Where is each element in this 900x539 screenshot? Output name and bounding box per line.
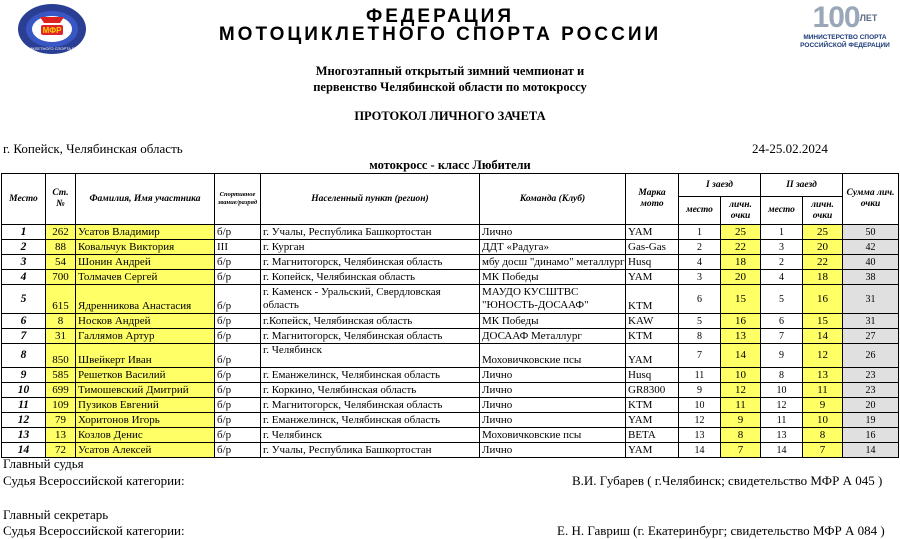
total-points-cell: 19 bbox=[843, 413, 899, 428]
heat1-points-cell: 16 bbox=[721, 314, 761, 329]
team-cell: Лично bbox=[480, 398, 626, 413]
header-rank: Спортивное звание/разряд bbox=[215, 174, 261, 225]
total-points-cell: 23 bbox=[843, 368, 899, 383]
participant-name-cell: Галлямов Артур bbox=[76, 329, 215, 344]
total-points-cell: 23 bbox=[843, 383, 899, 398]
heat1-points-cell: 15 bbox=[721, 285, 761, 314]
rank-cell: б/р bbox=[215, 225, 261, 240]
table-row bbox=[2, 270, 899, 285]
city-cell: г. Курган bbox=[261, 240, 480, 255]
header-heat1-points: личн. очки bbox=[721, 197, 761, 225]
protocol-title: ПРОТОКОЛ ЛИЧНОГО ЗАЧЕТА bbox=[354, 109, 546, 123]
brand-cell: BETA bbox=[626, 428, 679, 443]
header-name: Фамилия, Имя участника bbox=[76, 174, 215, 225]
city-cell: г. Коркино, Челябинская область bbox=[261, 383, 480, 398]
participant-name-cell: Тимошевский Дмитрий bbox=[76, 383, 215, 398]
participant-name-cell: Усатов Владимир bbox=[76, 225, 215, 240]
place-cell: 2 bbox=[2, 240, 46, 255]
heat1-place-cell: 12 bbox=[679, 413, 721, 428]
team-cell: Лично bbox=[480, 225, 626, 240]
header-brand: Марка мото bbox=[626, 174, 679, 225]
team-cell: мбу досш "динамо" металлург bbox=[480, 255, 626, 270]
city-cell: г. Магнитогорск, Челябинская область bbox=[261, 398, 480, 413]
place-cell: 9 bbox=[2, 368, 46, 383]
heat2-points-cell: 13 bbox=[803, 368, 843, 383]
results-table bbox=[1, 173, 899, 458]
event-dates: 24-25.02.2024 bbox=[752, 141, 828, 156]
participant-name-cell: Носков Андрей bbox=[76, 314, 215, 329]
header-heat2-points: личн. очки bbox=[803, 197, 843, 225]
heat2-place-cell: 11 bbox=[761, 413, 803, 428]
brand-cell: KTM bbox=[626, 398, 679, 413]
heat2-place-cell: 2 bbox=[761, 255, 803, 270]
heat1-points-cell: 8 bbox=[721, 428, 761, 443]
heat1-points-cell: 10 bbox=[721, 368, 761, 383]
heat2-place-cell: 9 bbox=[761, 344, 803, 368]
brand-cell: KAW bbox=[626, 314, 679, 329]
participant-name-cell: Швейкерт Иван bbox=[76, 344, 215, 368]
heat2-points-cell: 25 bbox=[803, 225, 843, 240]
heat1-points-cell: 22 bbox=[721, 240, 761, 255]
heat1-place-cell: 7 bbox=[679, 344, 721, 368]
total-points-cell: 42 bbox=[843, 240, 899, 255]
heat1-points-cell: 12 bbox=[721, 383, 761, 398]
header-team: Команда (Клуб) bbox=[480, 174, 626, 225]
start-number-cell: 88 bbox=[46, 240, 76, 255]
brand-cell: KTM bbox=[626, 329, 679, 344]
brand-cell: Husq bbox=[626, 368, 679, 383]
chief-secretary-title: Главный секретарь bbox=[3, 507, 109, 522]
rank-cell: б/р bbox=[215, 314, 261, 329]
team-cell: ДДТ «Радуга» bbox=[480, 240, 626, 255]
start-number-cell: 615 bbox=[46, 285, 76, 314]
header-city: Населенный пункт (регион) bbox=[261, 174, 480, 225]
total-points-cell: 26 bbox=[843, 344, 899, 368]
participant-name-cell: Толмачев Сергей bbox=[76, 270, 215, 285]
heat2-points-cell: 10 bbox=[803, 413, 843, 428]
chief-judge-category: Судья Всероссийской категории: bbox=[3, 473, 185, 488]
city-line2: область bbox=[263, 299, 299, 311]
place-cell: 11 bbox=[2, 398, 46, 413]
city-cell: г. Челябинск bbox=[261, 428, 480, 443]
table-row bbox=[2, 344, 899, 368]
city-line1: г. Каменск - Уральский, Свердловская bbox=[263, 286, 441, 298]
start-number-cell: 585 bbox=[46, 368, 76, 383]
place-cell: 1 bbox=[2, 225, 46, 240]
heat2-points-cell: 9 bbox=[803, 398, 843, 413]
brand-cell: YAM bbox=[626, 443, 679, 458]
start-number-cell: 31 bbox=[46, 329, 76, 344]
rank-cell: б/р bbox=[215, 368, 261, 383]
place-cell: 14 bbox=[2, 443, 46, 458]
header-heat1-place: место bbox=[679, 197, 721, 225]
start-number-cell: 850 bbox=[46, 344, 76, 368]
heat2-points-cell: 20 bbox=[803, 240, 843, 255]
table-row bbox=[2, 383, 899, 398]
team-cell bbox=[480, 285, 626, 314]
brand-cell: Gas-Gas bbox=[626, 240, 679, 255]
brand-cell: GR8300 bbox=[626, 383, 679, 398]
federation-title-line1: ФЕДЕРАЦИЯ bbox=[365, 6, 514, 27]
ministry-caption-line1: МИНИСТЕРСТВО СПОРТА bbox=[803, 34, 887, 41]
team-cell: Моховичковские псы bbox=[480, 344, 626, 368]
heat1-place-cell: 8 bbox=[679, 329, 721, 344]
table-row bbox=[2, 428, 899, 443]
heat1-place-cell: 13 bbox=[679, 428, 721, 443]
heat2-points-cell: 8 bbox=[803, 428, 843, 443]
table-row bbox=[2, 443, 899, 458]
heat2-points-cell: 18 bbox=[803, 270, 843, 285]
participant-name-cell: Усатов Алексей bbox=[76, 443, 215, 458]
place-cell: 4 bbox=[2, 270, 46, 285]
table-row bbox=[2, 285, 899, 314]
city-cell: г. Магнитогорск, Челябинская область bbox=[261, 255, 480, 270]
heat2-place-cell: 8 bbox=[761, 368, 803, 383]
participant-name-cell: Ковальчук Виктория bbox=[76, 240, 215, 255]
city-cell: г. Еманжелинск, Челябинская область bbox=[261, 368, 480, 383]
place-cell: 3 bbox=[2, 255, 46, 270]
city-cell: г. Челябинск bbox=[261, 344, 480, 368]
rank-cell: б/р bbox=[215, 255, 261, 270]
heat2-points-cell: 14 bbox=[803, 329, 843, 344]
city-cell: г.Копейск, Челябинская область bbox=[261, 314, 480, 329]
participant-name-cell: Козлов Денис bbox=[76, 428, 215, 443]
heat1-points-cell: 13 bbox=[721, 329, 761, 344]
heat1-place-cell: 11 bbox=[679, 368, 721, 383]
header-place: Место bbox=[2, 174, 46, 225]
place-cell: 10 bbox=[2, 383, 46, 398]
heat1-place-cell: 4 bbox=[679, 255, 721, 270]
brand-cell: Husq bbox=[626, 255, 679, 270]
table-row bbox=[2, 398, 899, 413]
heat1-points-cell: 11 bbox=[721, 398, 761, 413]
table-row bbox=[2, 240, 899, 255]
rank-cell: б/р bbox=[215, 443, 261, 458]
heat2-place-cell: 1 bbox=[761, 225, 803, 240]
header-start-number: Ст. № bbox=[46, 174, 76, 225]
heat2-place-cell: 13 bbox=[761, 428, 803, 443]
rank-cell: III bbox=[215, 240, 261, 255]
city-cell: г. Магнитогорск, Челябинская область bbox=[261, 329, 480, 344]
rank-cell: б/р bbox=[215, 383, 261, 398]
federation-title-line2: МОТОЦИКЛЕТНОГО СПОРТА РОССИИ bbox=[218, 24, 662, 45]
team-cell: Лично bbox=[480, 368, 626, 383]
start-number-cell: 699 bbox=[46, 383, 76, 398]
table-row bbox=[2, 413, 899, 428]
heat2-points-cell: 12 bbox=[803, 344, 843, 368]
team-cell: Лично bbox=[480, 443, 626, 458]
rank-cell: б/р bbox=[215, 428, 261, 443]
team-line1: МАУДО КУСШТВС bbox=[482, 286, 579, 298]
heat2-points-cell: 15 bbox=[803, 314, 843, 329]
heat2-place-cell: 5 bbox=[761, 285, 803, 314]
heat1-place-cell: 5 bbox=[679, 314, 721, 329]
centenary-number: 100 bbox=[812, 1, 860, 34]
heat2-place-cell: 12 bbox=[761, 398, 803, 413]
place-cell: 13 bbox=[2, 428, 46, 443]
team-cell: Лично bbox=[480, 413, 626, 428]
chief-secretary-name: Е. Н. Гавриш (г. Екатеринбург; свидетельство МФР А 084 ) bbox=[557, 523, 885, 538]
rank-cell: б/р bbox=[215, 344, 261, 368]
total-points-cell: 31 bbox=[843, 314, 899, 329]
start-number-cell: 262 bbox=[46, 225, 76, 240]
start-number-cell: 700 bbox=[46, 270, 76, 285]
brand-cell: YAM bbox=[626, 225, 679, 240]
city-cell: г. Еманжелинск, Челябинская область bbox=[261, 413, 480, 428]
place-cell: 6 bbox=[2, 314, 46, 329]
heat1-points-cell: 7 bbox=[721, 443, 761, 458]
heat2-place-cell: 10 bbox=[761, 383, 803, 398]
heat2-points-cell: 7 bbox=[803, 443, 843, 458]
heat1-points-cell: 18 bbox=[721, 255, 761, 270]
place-cell: 5 bbox=[2, 285, 46, 314]
total-points-cell: 16 bbox=[843, 428, 899, 443]
total-points-cell: 50 bbox=[843, 225, 899, 240]
heat1-points-cell: 20 bbox=[721, 270, 761, 285]
team-cell: МК Победы bbox=[480, 270, 626, 285]
header-heat2-place: место bbox=[761, 197, 803, 225]
city-cell: г. Учалы, Республика Башкортостан bbox=[261, 443, 480, 458]
event-location: г. Копейск, Челябинская область bbox=[3, 141, 183, 156]
team-cell: МК Победы bbox=[480, 314, 626, 329]
place-cell: 8 bbox=[2, 344, 46, 368]
logo-ring-text: МОТОЦИКЛЕТНОГО СПОРТА РОССИИ bbox=[16, 46, 88, 51]
ministry-caption-line2: РОССИЙСКОЙ ФЕДЕРАЦИИ bbox=[800, 42, 890, 49]
participant-name-cell: Ядренникова Анастасия bbox=[76, 285, 215, 314]
heat1-place-cell: 2 bbox=[679, 240, 721, 255]
team-cell: Лично bbox=[480, 383, 626, 398]
place-cell: 7 bbox=[2, 329, 46, 344]
header-total: Сумма лич. очки bbox=[843, 174, 899, 225]
start-number-cell: 54 bbox=[46, 255, 76, 270]
participant-name-cell: Шонин Андрей bbox=[76, 255, 215, 270]
total-points-cell: 31 bbox=[843, 285, 899, 314]
centenary-years: ЛЕТ bbox=[859, 13, 878, 23]
brand-cell: YAM bbox=[626, 344, 679, 368]
heat1-place-cell: 1 bbox=[679, 225, 721, 240]
start-number-cell: 13 bbox=[46, 428, 76, 443]
heat2-place-cell: 3 bbox=[761, 240, 803, 255]
brand-cell: YAM bbox=[626, 270, 679, 285]
participant-name-cell: Хоритонов Игорь bbox=[76, 413, 215, 428]
chief-secretary-category: Судья Всероссийской категории: bbox=[3, 523, 185, 538]
heat2-points-cell: 22 bbox=[803, 255, 843, 270]
heat2-place-cell: 7 bbox=[761, 329, 803, 344]
brand-cell: KTM bbox=[626, 285, 679, 314]
heat1-place-cell: 9 bbox=[679, 383, 721, 398]
header-heat2: II заезд bbox=[761, 174, 843, 197]
event-title-line1: Многоэтапный открытый зимний чемпионат и bbox=[315, 64, 585, 78]
start-number-cell: 8 bbox=[46, 314, 76, 329]
chief-judge-name: В.И. Губарев ( г.Челябинск; свидетельство МФР А 045 ) bbox=[572, 473, 883, 488]
heat1-points-cell: 9 bbox=[721, 413, 761, 428]
heat1-place-cell: 6 bbox=[679, 285, 721, 314]
participant-name-cell: Решетков Василий bbox=[76, 368, 215, 383]
total-points-cell: 27 bbox=[843, 329, 899, 344]
team-line2: "ЮНОСТЬ-ДОСААФ" bbox=[482, 299, 589, 311]
total-points-cell: 20 bbox=[843, 398, 899, 413]
rank-cell: б/р bbox=[215, 270, 261, 285]
team-cell: ДОСААФ Металлург bbox=[480, 329, 626, 344]
table-row bbox=[2, 314, 899, 329]
start-number-cell: 109 bbox=[46, 398, 76, 413]
rank-cell: б/р bbox=[215, 398, 261, 413]
place-cell: 12 bbox=[2, 413, 46, 428]
heat1-place-cell: 3 bbox=[679, 270, 721, 285]
team-cell: Моховичковские псы bbox=[480, 428, 626, 443]
heat2-place-cell: 4 bbox=[761, 270, 803, 285]
rank-cell: б/р bbox=[215, 329, 261, 344]
ministry-logo bbox=[800, 2, 890, 60]
brand-cell: YAM bbox=[626, 413, 679, 428]
federation-logo bbox=[16, 3, 88, 55]
total-points-cell: 40 bbox=[843, 255, 899, 270]
heat2-points-cell: 11 bbox=[803, 383, 843, 398]
heat2-place-cell: 6 bbox=[761, 314, 803, 329]
heat1-points-cell: 25 bbox=[721, 225, 761, 240]
city-cell: г. Учалы, Республика Башкортостан bbox=[261, 225, 480, 240]
table-row bbox=[2, 255, 899, 270]
start-number-cell: 72 bbox=[46, 443, 76, 458]
city-cell: г. Копейск, Челябинская область bbox=[261, 270, 480, 285]
total-points-cell: 38 bbox=[843, 270, 899, 285]
rank-cell: б/р bbox=[215, 413, 261, 428]
heat1-points-cell: 14 bbox=[721, 344, 761, 368]
heat1-place-cell: 10 bbox=[679, 398, 721, 413]
header-heat1: I заезд bbox=[679, 174, 761, 197]
heat2-points-cell: 16 bbox=[803, 285, 843, 314]
rank-cell: б/р bbox=[215, 285, 261, 314]
total-points-cell: 14 bbox=[843, 443, 899, 458]
city-cell bbox=[261, 285, 480, 314]
heat2-place-cell: 14 bbox=[761, 443, 803, 458]
table-row bbox=[2, 368, 899, 383]
table-row bbox=[2, 225, 899, 240]
heat1-place-cell: 14 bbox=[679, 443, 721, 458]
event-title-line2: первенство Челябинской области по мотокроссу bbox=[313, 80, 587, 94]
table-row bbox=[2, 329, 899, 344]
start-number-cell: 79 bbox=[46, 413, 76, 428]
class-title: мотокросс - класс Любители bbox=[369, 158, 531, 172]
logo-text: МФР bbox=[42, 26, 62, 35]
chief-judge-title: Главный судья bbox=[3, 456, 84, 471]
participant-name-cell: Пузиков Евгений bbox=[76, 398, 215, 413]
